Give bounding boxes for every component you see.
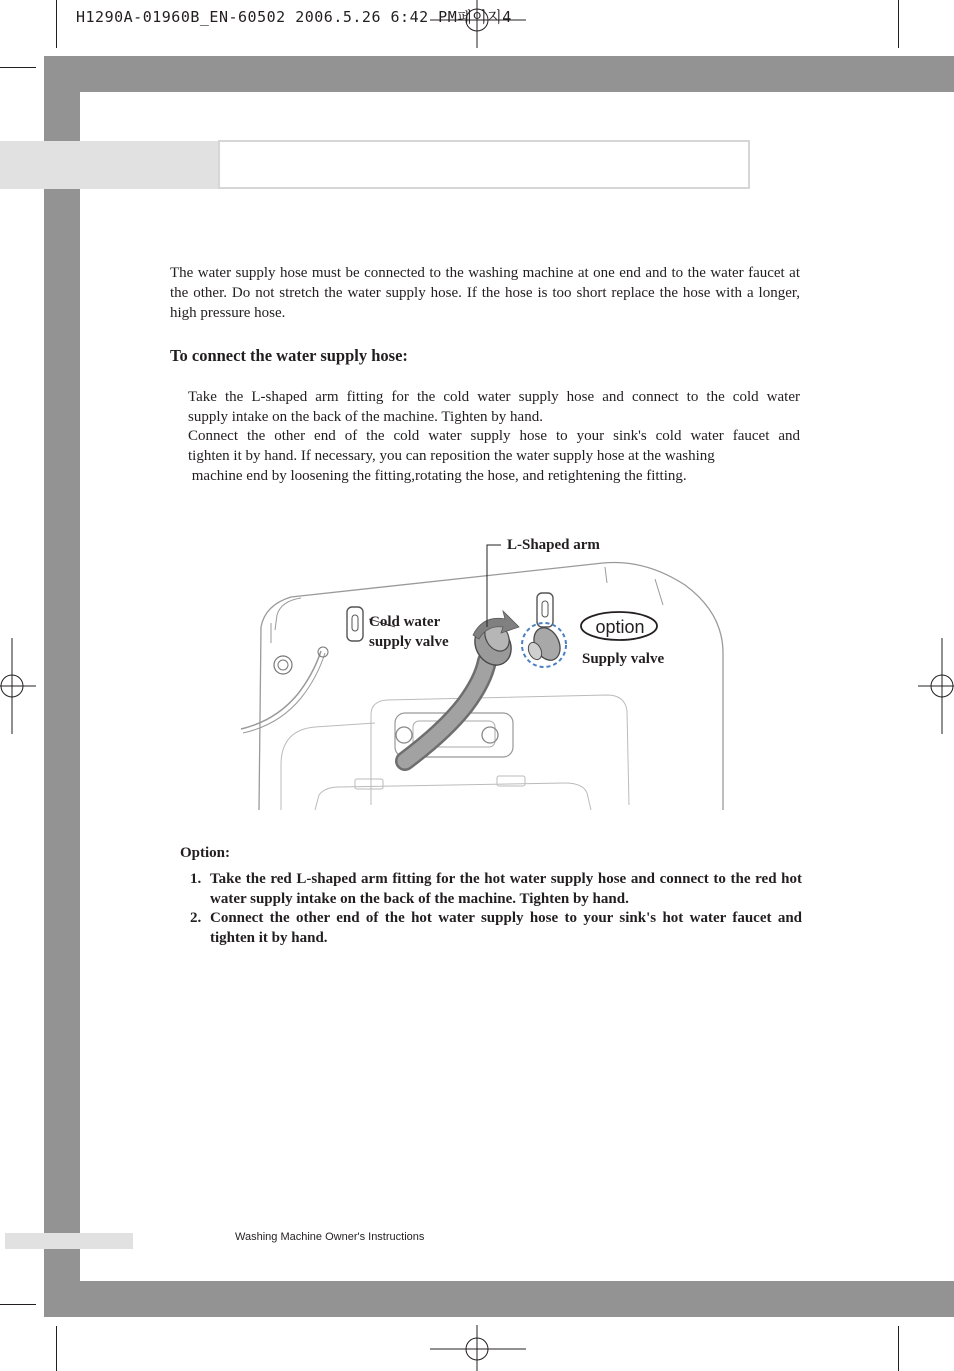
- label-supply-valve-cold: supply valve: [369, 634, 449, 650]
- crop-mark: [898, 1326, 899, 1371]
- mount-slot-right-inner: [542, 601, 548, 617]
- footer-page-tab: [5, 1233, 133, 1249]
- option-title: Option:: [180, 845, 231, 861]
- instruction-steps: [188, 388, 800, 487]
- section-title-box: [218, 140, 750, 189]
- crop-mark: [0, 1304, 36, 1305]
- option-item: [190, 909, 802, 948]
- step-line: Take the L-shaped arm fitting for the cold water supply hose and connect to the cold water: [188, 389, 800, 405]
- mount-slot-left: [347, 607, 363, 641]
- step-line: Connect the other end of the cold water supply hose to your sink's cold water faucet and: [188, 428, 800, 445]
- option-item-number: 1.: [190, 871, 202, 887]
- option-item-text: Take the red L-shaped arm fitting for the hot water supply hose and connect to the red hot water supply intake on the back of the machine. Tighten by hand.: [210, 871, 802, 907]
- lower-frame: [315, 783, 591, 810]
- machine-outline: [259, 562, 723, 810]
- water-hose-fill: [405, 661, 487, 761]
- crop-mark: [0, 67, 36, 68]
- page-frame-bottom-band: [44, 1281, 954, 1317]
- option-item-number: 2.: [190, 910, 202, 927]
- power-cord: [241, 651, 321, 729]
- registration-mark-top: [430, 0, 526, 48]
- screw-right: [482, 727, 498, 743]
- footer-text: Washing Machine Owner's Instructions: [235, 1231, 425, 1243]
- intro-paragraph: The water supply hose must be connected to the washing machine at one end and to the water faucet at the other. Do not stretch the water supply hose. If the hose is too short replace the hose with a longer, high pressure hose.: [170, 265, 800, 321]
- option-item: [190, 870, 802, 909]
- label-cold-water: Cold water: [369, 614, 441, 630]
- label-l-shaped-arm: L-Shaped arm: [507, 537, 600, 553]
- mount-slot-left-inner: [352, 615, 358, 631]
- registration-mark-left: [0, 638, 36, 734]
- page-frame-left-band: [44, 92, 80, 1317]
- back-panel: [281, 723, 375, 810]
- option-item-text: Connect the other end of the hot water supply hose to your sink's hot water faucet and tighten it by hand.: [210, 910, 802, 947]
- step-line: machine end by loosening the fitting,rotating the hose, and retightening the fitting.: [188, 467, 687, 484]
- section-heading: To connect the water supply hose:: [170, 346, 408, 365]
- crop-mark: [56, 0, 57, 48]
- cord-plug: [318, 647, 328, 657]
- drain-fitting: [274, 656, 292, 674]
- crop-mark: [898, 0, 899, 48]
- step-line: tighten it by hand. If necessary, you can reposition the water supply hose at the washing: [188, 448, 715, 465]
- registration-mark-bottom: [430, 1325, 526, 1371]
- l-arm-leader-line: [487, 545, 501, 627]
- hose-connection-diagram: [235, 535, 735, 815]
- step-line: supply intake on the back of the machine. Tighten by hand.: [188, 408, 543, 425]
- label-option-badge: option: [595, 617, 645, 637]
- section-tab: [0, 141, 218, 189]
- lower-tab-left: [355, 779, 383, 789]
- page-frame-top-band: [44, 56, 954, 92]
- drain-fitting-inner: [278, 660, 288, 670]
- option-list: [190, 870, 802, 949]
- print-header-code: H1290A-01960B_EN-60502 2006.5.26 6:42 PM페이지4: [76, 8, 512, 26]
- crop-mark: [56, 1326, 57, 1371]
- mount-slot-right: [537, 593, 553, 627]
- power-cord-2: [243, 653, 325, 733]
- label-supply-valve: Supply valve: [582, 651, 665, 667]
- registration-mark-right: [918, 638, 954, 734]
- screw-left: [396, 727, 412, 743]
